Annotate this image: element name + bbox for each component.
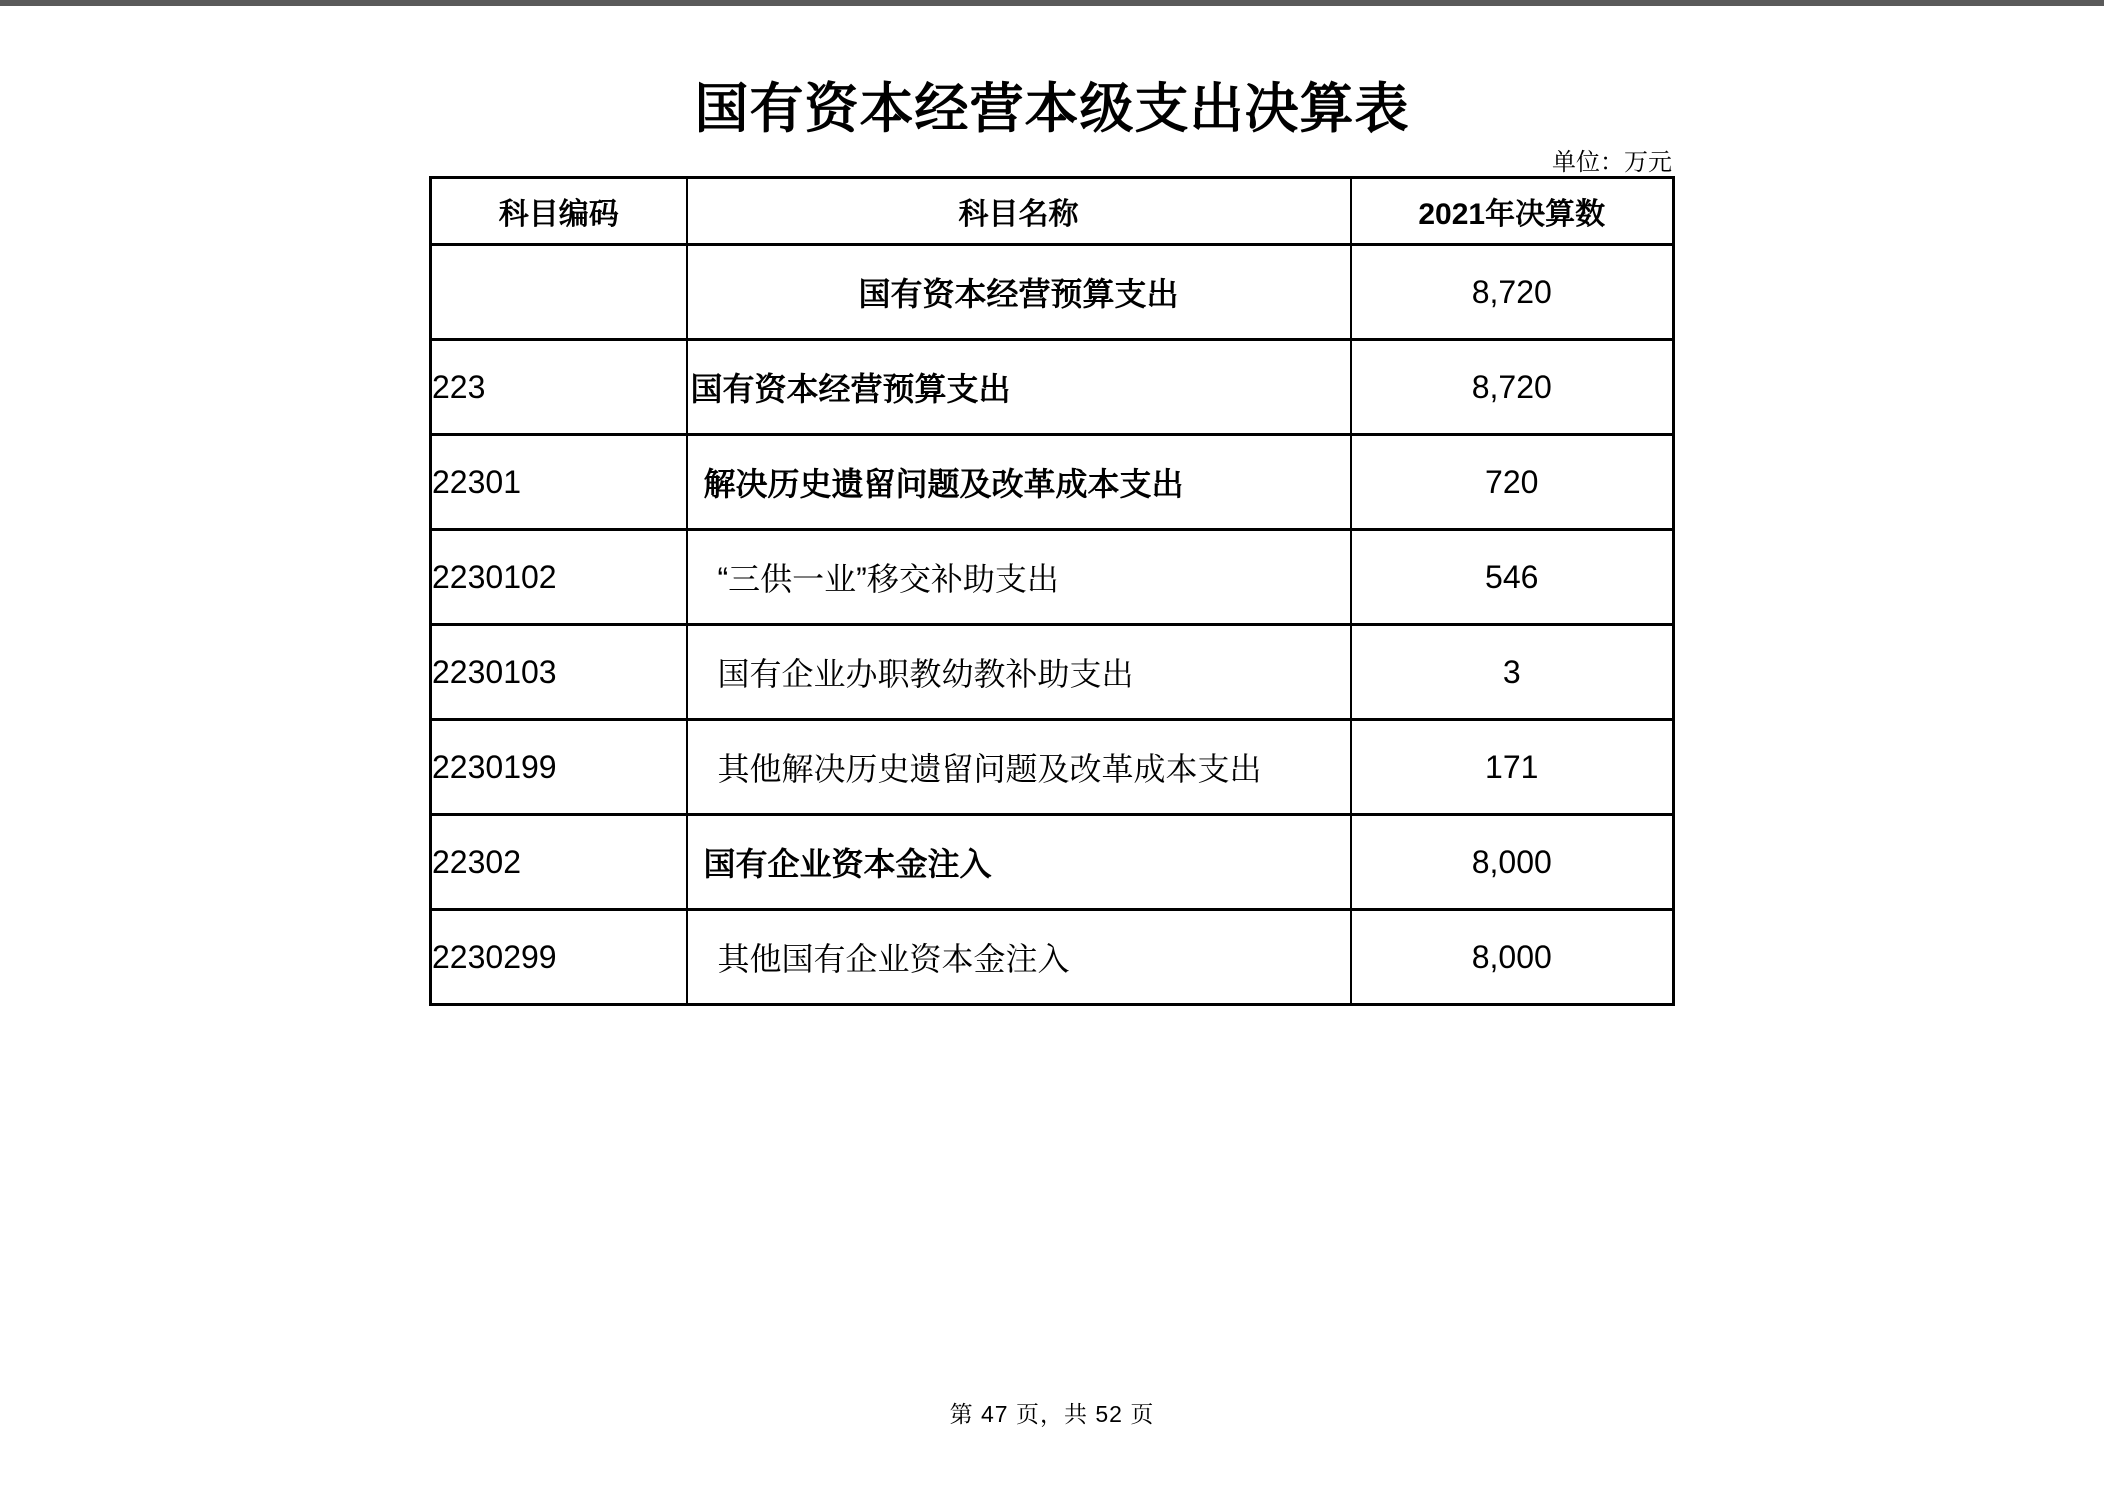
cell-subject-code: 2230103 [431, 625, 687, 720]
table-row [431, 530, 1674, 625]
cell-subject-name: 国有企业资本金注入 [687, 815, 1351, 910]
cell-subject-code: 2230102 [431, 530, 687, 625]
table-row [431, 910, 1674, 1005]
cell-subject-code: 2230199 [431, 720, 687, 815]
cell-subject-code: 22301 [431, 435, 687, 530]
cell-subject-code: 2230299 [431, 910, 687, 1005]
top-bar [0, 0, 2104, 6]
cell-subject-name: 其他解决历史遗留问题及改革成本支出 [687, 720, 1351, 815]
cell-value: 3 [1351, 625, 1674, 720]
cell-subject-name: “三供一业”移交补助支出 [687, 530, 1351, 625]
table-row [431, 720, 1674, 815]
cell-subject-name: 国有企业办职教幼教补助支出 [687, 625, 1351, 720]
cell-value: 171 [1351, 720, 1674, 815]
cell-subject-name: 国有资本经营预算支出 [687, 245, 1351, 340]
column-header-subject-name: 科目名称 [687, 178, 1351, 245]
table-row [431, 245, 1674, 340]
table-row [431, 625, 1674, 720]
cell-value: 8,000 [1351, 815, 1674, 910]
cell-value: 8,000 [1351, 910, 1674, 1005]
page-footer: 第 47 页，共 52 页 [949, 1401, 1155, 1427]
cell-subject-code: 223 [431, 340, 687, 435]
column-header-final-2021: 2021年决算数 [1351, 178, 1674, 245]
cell-subject-code: 22302 [431, 815, 687, 910]
cell-subject-code [431, 245, 687, 340]
budget-table [429, 176, 1675, 1006]
page-title: 国有资本经营本级支出决算表 [694, 79, 1410, 139]
cell-subject-name: 国有资本经营预算支出 [687, 340, 1351, 435]
cell-value: 720 [1351, 435, 1674, 530]
unit-label: 单位：万元 [1552, 149, 1672, 176]
cell-value: 8,720 [1351, 340, 1674, 435]
table-row [431, 815, 1674, 910]
cell-value: 546 [1351, 530, 1674, 625]
table-header-row [431, 178, 1674, 245]
table-row [431, 340, 1674, 435]
cell-value: 8,720 [1351, 245, 1674, 340]
cell-subject-name: 解决历史遗留问题及改革成本支出 [687, 435, 1351, 530]
cell-subject-name: 其他国有企业资本金注入 [687, 910, 1351, 1005]
table-row [431, 435, 1674, 530]
column-header-subject-code: 科目编码 [431, 178, 687, 245]
